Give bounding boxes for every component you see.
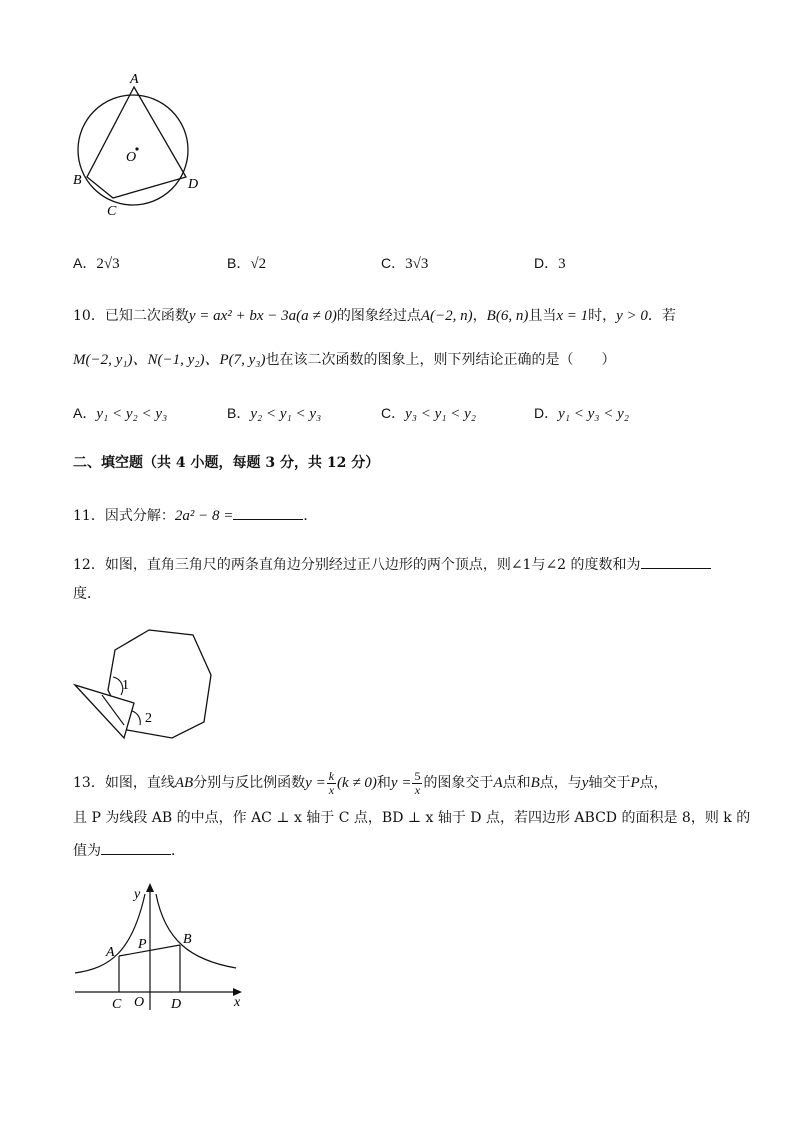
q10-line2 [73,350,616,370]
q12-figure [70,625,220,745]
q13-d: 点和 [502,775,531,791]
q10-function: y = ax² + bx − 3a(a ≠ 0) [188,308,337,324]
q13-line2: 且 P 为线段 AB 的中点，作 AC ⊥ x 轴于 C 点，BD ⊥ x 轴于 D 点，若四边形 ABCD 的面积是 8，则 k 的 [73,810,751,826]
option-value: y₁ < y₃ < y₂ [558,406,629,422]
q13-f1-fraction [327,770,336,797]
label-a: A [106,945,115,960]
curve-k-over-x [75,894,145,973]
q12-line1 [73,554,711,575]
q11-prefix: 11．因式分解： [73,508,175,524]
q13-e: 点，与 [539,775,582,791]
q13-f1-y: y = [305,775,326,791]
option-label: B． [227,255,251,271]
option-value: 3√3 [405,256,429,272]
q10-option-b[interactable] [227,403,321,424]
q10-prefix: 10．已知二次函数 [73,308,189,324]
option-value: 3 [558,256,566,272]
option-label: A． [73,405,97,421]
q13-f1-num: k [328,768,335,783]
q10-question: 也在该二次函数的图象上，则下列结论正确的是（ ） [265,352,616,368]
q13-a: 13．如图，直线 [73,775,175,791]
label-x: x [234,995,241,1010]
q13-f: 轴交于 [588,775,631,791]
q9-figure [66,70,216,220]
q10-option-a[interactable] [73,403,167,424]
q13-c: 的图象交于 [423,775,494,791]
q13-f2-y: y = [390,775,412,791]
q13-pt-b: B [530,775,540,791]
q9-option-c[interactable] [381,253,428,274]
label-d: D [171,997,182,1012]
q13-pt-a: A [493,775,503,791]
option-value: y₃ < y₁ < y₂ [405,406,476,422]
q13-line3-end: ． [171,843,185,859]
label-o: O [134,995,145,1010]
option-label: B． [227,405,251,421]
q13-f1-cond: (k ≠ 0) [337,775,377,791]
section-title: 二、填空题（共 4 小题，每题 3 分，共 12 分） [73,455,380,471]
q9-label-A: A [130,72,139,87]
q13-pt-p: P [630,775,640,791]
q12-angle2-arc [132,711,140,725]
label-p: P [138,937,147,952]
q10-line1: 10．已知二次函数y = ax² + bx − 3a(a ≠ 0)的图象经过点A(−2, n)，B(6, n)且当x = 1时，y > 0．若 [73,308,676,324]
q10-cond-x: x = 1 [556,308,589,324]
label-c: C [112,997,122,1012]
q11-expression: 2a² − 8 = [174,508,234,524]
q9-label-D: D [188,177,199,192]
q13-yaxis: y [581,775,589,791]
q13-f2-fraction [412,770,422,797]
q9-option-d[interactable] [534,253,566,274]
q9-quadrilateral [87,87,186,198]
q13-figure [70,880,250,1015]
q13-line3 [73,840,185,861]
option-value: y₂ < y₁ < y₃ [250,406,322,422]
q9-label-O: O [126,150,137,165]
option-value: 2√3 [96,256,120,272]
q13-f1-den: x [328,782,335,797]
q13-line1 [73,768,668,798]
curve-5-over-x [156,894,236,968]
option-label: D． [534,255,559,271]
q10-point-a: A(−2, n) [420,308,473,324]
q10-end: ．若 [647,308,676,324]
label-y: y [134,887,141,902]
option-value: y₁ < y₂ < y₃ [96,406,168,422]
q9-label-B: B [73,173,82,188]
q13-g: 点， [639,775,668,791]
q10-cond: 且当 [528,308,557,324]
q10-mid: 的图象经过点 [336,308,421,324]
q12-angle2-label: 2 [145,711,152,726]
label-b: B [183,932,192,947]
q9-label-C: C [107,204,117,219]
q10-point-b: B(6, n) [486,308,529,324]
q13-f2-num: 5 [414,768,421,783]
q10-when: 时， [588,308,617,324]
q10-option-c[interactable] [381,403,476,424]
q12-text: 12．如图，直角三角尺的两条直角边分别经过正八边形的两个顶点，则∠1与∠2 的度数和为 [73,557,641,573]
q13-f2-den: x [414,782,421,797]
q13-line3-text: 值为 [73,843,101,859]
q11-answer-blank[interactable] [233,505,303,520]
q12-answer-blank[interactable] [641,554,711,569]
q13-b: 分别与反比例函数 [193,775,306,791]
q9-option-a[interactable] [73,253,120,274]
q13-answer-blank[interactable] [101,840,171,855]
option-label: C． [381,255,406,271]
option-value: √2 [250,256,267,272]
q9-option-b[interactable] [227,253,266,274]
q12-line2: 度． [73,586,101,602]
option-label: D． [534,405,559,421]
q11-line [73,505,317,526]
option-label: C． [381,405,406,421]
q10-points: M(−2, y₁)、N(−1, y₂)、P(7, y₃) [73,352,266,368]
q10-cond-y: y > 0 [616,308,648,324]
option-label: A． [73,255,97,271]
q10-option-d[interactable] [534,403,629,424]
q13-ab: AB [174,775,194,791]
q13-and: 和 [376,775,391,791]
q12-angle1-label: 1 [122,678,129,693]
q11-suffix: ． [303,508,318,524]
y-axis-arrow [146,883,154,892]
